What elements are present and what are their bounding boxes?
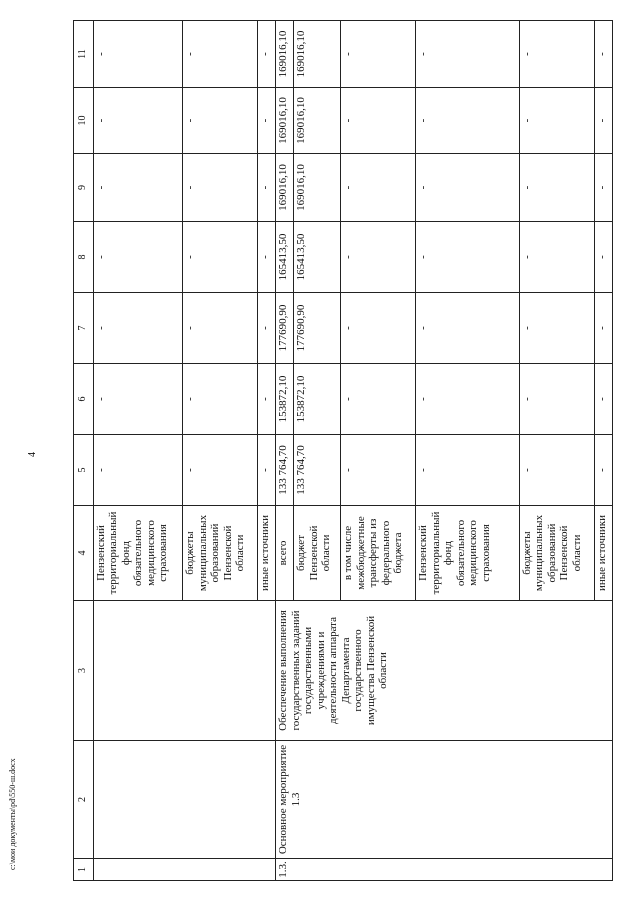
cell-value: - — [595, 364, 613, 435]
table-row — [276, 21, 294, 881]
cell-value: - — [183, 88, 258, 154]
cell-value: 165413,50 — [276, 222, 294, 293]
cell-source: всего — [276, 506, 294, 601]
cell-value: - — [93, 222, 183, 293]
cell-source: бюджет Пензенской области — [294, 506, 341, 601]
cell-measure: Основное мероприятие 1.3 — [276, 741, 613, 859]
cell-value: - — [416, 364, 519, 435]
cell-description: Обеспечение выполнения государственных заданий государственными учреждениями и деятельности аппарата Департамента государственного имущества Пензенской области — [276, 601, 613, 741]
cell-value: - — [341, 222, 416, 293]
cell-value: 169016,10 — [294, 154, 341, 222]
cell-value: - — [519, 154, 594, 222]
cell-value: - — [595, 154, 613, 222]
col-header: 8 — [74, 222, 94, 293]
cell-value: - — [341, 88, 416, 154]
page-number: 4 — [27, 452, 38, 457]
cell-value: - — [183, 21, 258, 88]
cell-value: 133 764,70 — [276, 435, 294, 506]
budget-table — [73, 20, 613, 881]
cell-value: 169016,10 — [294, 21, 341, 88]
cell-value: 169016,10 — [276, 21, 294, 88]
cell-value: 169016,10 — [294, 88, 341, 154]
cell-value: - — [595, 88, 613, 154]
col-header: 7 — [74, 293, 94, 364]
cell-value: - — [183, 435, 258, 506]
cell-value: - — [93, 293, 183, 364]
cell-value: - — [183, 364, 258, 435]
cell-empty — [93, 741, 276, 859]
cell-value: 165413,50 — [294, 222, 341, 293]
cell-value: - — [519, 364, 594, 435]
col-header: 1 — [74, 859, 94, 881]
cell-value: - — [183, 293, 258, 364]
cell-value: 153872,10 — [294, 364, 341, 435]
cell-value: 177690,90 — [276, 293, 294, 364]
cell-source: в том числе межбюджетные трансферты из федерального бюджета — [341, 506, 416, 601]
cell-value: - — [183, 154, 258, 222]
table-row — [93, 21, 183, 881]
cell-value: - — [416, 154, 519, 222]
cell-value: 153872,10 — [276, 364, 294, 435]
cell-value: - — [416, 222, 519, 293]
cell-value: - — [341, 364, 416, 435]
cell-value: - — [341, 435, 416, 506]
cell-value: 169016,10 — [276, 88, 294, 154]
cell-value: - — [595, 435, 613, 506]
col-header: 5 — [74, 435, 94, 506]
cell-value: - — [519, 222, 594, 293]
cell-source: иные источники — [595, 506, 613, 601]
cell-value: - — [341, 154, 416, 222]
cell-value: - — [519, 88, 594, 154]
cell-value: - — [93, 364, 183, 435]
col-header: 4 — [74, 506, 94, 601]
cell-value: - — [258, 435, 276, 506]
cell-value: - — [258, 154, 276, 222]
cell-value: - — [416, 435, 519, 506]
col-header: 11 — [74, 21, 94, 88]
cell-value: - — [258, 293, 276, 364]
cell-source: Пензенский территориальный фонд обязательного медицинского страхования — [93, 506, 183, 601]
cell-source: Пензенский территориальный фонд обязательного медицинского страхования — [416, 506, 519, 601]
cell-value: - — [258, 222, 276, 293]
cell-row-number: 1.3. — [276, 859, 613, 881]
cell-value: - — [416, 21, 519, 88]
cell-value: 169016,10 — [276, 154, 294, 222]
footer-file-path: c:\мои документы\pd\550-ш.docx — [8, 758, 17, 870]
cell-source: бюджеты муниципальных образований Пензенской области — [183, 506, 258, 601]
cell-value: - — [93, 88, 183, 154]
cell-empty — [93, 601, 276, 741]
cell-value: 177690,90 — [294, 293, 341, 364]
col-header: 2 — [74, 741, 94, 859]
col-header: 10 — [74, 88, 94, 154]
cell-value: - — [183, 222, 258, 293]
col-header: 9 — [74, 154, 94, 222]
cell-value: - — [595, 293, 613, 364]
cell-value: - — [93, 21, 183, 88]
cell-value: - — [519, 21, 594, 88]
col-header: 6 — [74, 364, 94, 435]
cell-value: - — [93, 154, 183, 222]
cell-value: - — [341, 293, 416, 364]
cell-value: - — [519, 435, 594, 506]
header-row — [74, 21, 94, 881]
cell-value: - — [416, 88, 519, 154]
cell-value: - — [258, 364, 276, 435]
cell-value: 133 764,70 — [294, 435, 341, 506]
cell-value: - — [341, 21, 416, 88]
cell-value: - — [258, 21, 276, 88]
cell-empty — [93, 859, 276, 881]
cell-value: - — [93, 435, 183, 506]
cell-value: - — [416, 293, 519, 364]
rotated-table-container — [73, 21, 613, 881]
cell-source: иные источники — [258, 506, 276, 601]
cell-value: - — [519, 293, 594, 364]
cell-value: - — [595, 222, 613, 293]
cell-value: - — [258, 88, 276, 154]
cell-source: бюджеты муниципальных образований Пензенской области — [519, 506, 594, 601]
cell-value: - — [595, 21, 613, 88]
col-header: 3 — [74, 601, 94, 741]
